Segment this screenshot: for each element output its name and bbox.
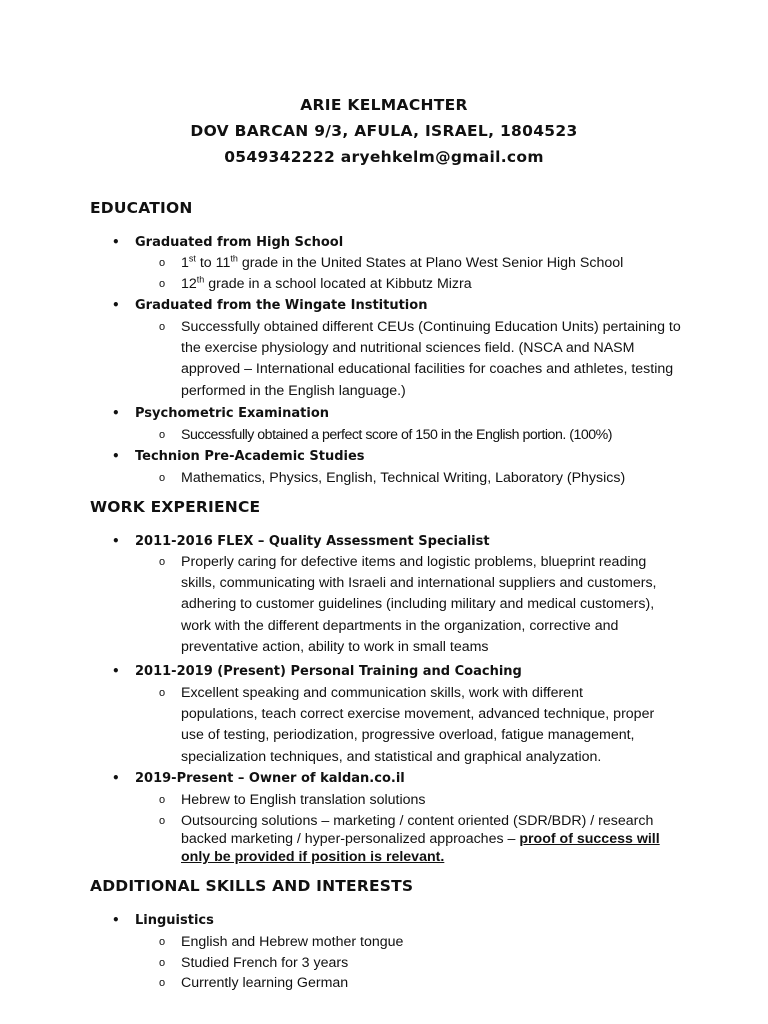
work-experience-heading: WORK EXPERIENCE xyxy=(90,498,261,516)
item-label: 2011-2016 FLEX – Quality Assessment Specialist xyxy=(135,534,490,549)
proof-of-success-note: proof of success will only be provided if position is relevant. xyxy=(181,831,660,865)
bullet-icon: • xyxy=(112,664,120,678)
circle-bullet-icon: o xyxy=(159,977,166,989)
skills-subitem: o Studied French for 3 years xyxy=(181,953,691,974)
item-label: Linguistics xyxy=(135,913,214,928)
circle-bullet-icon: o xyxy=(159,257,166,269)
circle-bullet-icon: o xyxy=(159,957,166,969)
skills-subitem: o English and Hebrew mother tongue xyxy=(181,932,691,953)
bullet-icon: • xyxy=(112,913,120,927)
work-subitem: o Properly caring for defective items and logistic problems, blueprint reading skills, communicating with Israeli and international suppliers and customers, adhering to customer guidelines (including military and medical customers), work with the different departments in the organization, corrective and preventative action, ability to work in small teams xyxy=(159,554,657,655)
item-label: 2019-Present – Owner of kaldan.co.il xyxy=(135,771,405,786)
bullet-icon: • xyxy=(112,406,120,420)
bullet-icon: • xyxy=(112,235,120,249)
skills-heading: ADDITIONAL SKILLS AND INTERESTS xyxy=(90,877,414,895)
circle-bullet-icon: o xyxy=(159,815,166,827)
circle-bullet-icon: o xyxy=(159,794,166,806)
item-label: Psychometric Examination xyxy=(135,406,330,421)
work-subitem: o Excellent speaking and communication skills, work with different populations, teach correct exercise movement, advanced technique, proper use of testing, periodization, progressive overload, fatigue management, specialization techniques, and statistical and graphical analyzation. xyxy=(159,685,655,765)
resume-header xyxy=(0,92,768,170)
item-label: Graduated from High School xyxy=(135,235,344,250)
work-item-training xyxy=(112,661,522,682)
bullet-icon: • xyxy=(112,298,120,312)
skills-subitem: o Currently learning German xyxy=(181,973,691,994)
education-subitem: o 12th grade in a school located at Kibbutz Mizra xyxy=(181,274,691,295)
education-item-technion xyxy=(112,446,365,467)
education-item-high-school xyxy=(112,232,343,253)
circle-bullet-icon: o xyxy=(159,472,166,484)
bullet-icon: • xyxy=(112,771,120,785)
circle-bullet-icon: o xyxy=(159,936,166,948)
work-item-kaldan xyxy=(112,768,405,789)
bullet-icon: • xyxy=(112,534,120,548)
work-item-flex xyxy=(112,531,490,552)
skills-item-linguistics xyxy=(112,910,214,931)
circle-bullet-icon: o xyxy=(159,429,166,441)
education-item-wingate xyxy=(112,295,427,316)
applicant-address: DOV BARCAN 9/3, AFULA, ISRAEL, 1804523 xyxy=(190,122,578,140)
education-item-psychometric xyxy=(112,403,329,424)
education-subitem: o Mathematics, Physics, English, Technical Writing, Laboratory (Physics) xyxy=(181,468,691,489)
applicant-contact: 0549342222 aryehkelm@gmail.com xyxy=(224,148,544,166)
circle-bullet-icon: o xyxy=(159,321,166,333)
work-subitem: o Hebrew to English translation solutions xyxy=(181,790,691,811)
education-subitem: o 1st to 11th grade in the United States at Plano West Senior High School xyxy=(181,253,691,274)
item-label: Technion Pre-Academic Studies xyxy=(135,449,365,464)
bullet-icon: • xyxy=(112,449,120,463)
education-subitem: o Successfully obtained a perfect score of 150 in the English portion. (100%) xyxy=(181,425,691,446)
applicant-name: ARIE KELMACHTER xyxy=(300,96,468,114)
circle-bullet-icon: o xyxy=(159,687,166,699)
item-label: 2011-2019 (Present) Personal Training and Coaching xyxy=(135,664,522,679)
education-heading: EDUCATION xyxy=(90,199,193,217)
circle-bullet-icon: o xyxy=(159,556,166,568)
item-label: Graduated from the Wingate Institution xyxy=(135,298,428,313)
circle-bullet-icon: o xyxy=(159,278,166,290)
education-subitem: o Successfully obtained different CEUs (Continuing Education Units) pertaining to the exercise physiology and nutritional sciences field. (NSCA and NASM approved – International educational facilities for coaches and athletes, testing performed in the English language.) xyxy=(159,319,681,399)
work-subitem: o Outsourcing solutions – marketing / content oriented (SDR/BDR) / research backed marketing / hyper-personalized approaches – proof of success will only be provided if position is relevant. xyxy=(159,813,660,865)
